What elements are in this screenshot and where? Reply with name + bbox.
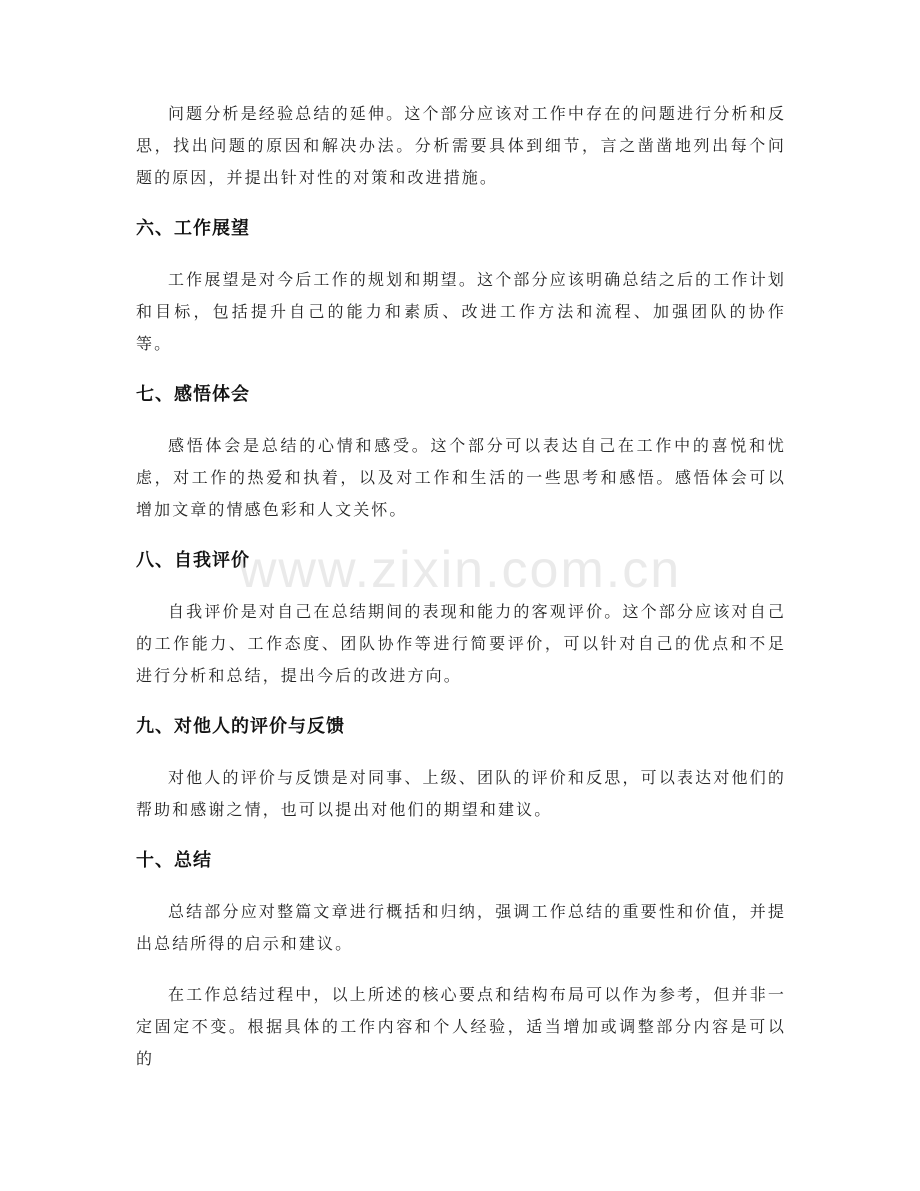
paragraph-closing: 在工作总结过程中，以上所述的核心要点和结构布局可以作为参考，但并非一定固定不变。根据具体的工作内容和个人经验，适当增加或调整部分内容是可以的 — [136, 985, 786, 1068]
paragraph-reflections: 感悟体会是总结的心情和感受。这个部分可以表达自己在工作中的喜悦和忧虑，对工作的热爱和执着，以及对工作和生活的一些思考和感悟。感悟体会可以增加文章的情感色彩和人文关怀。 — [136, 436, 786, 519]
heading-work-outlook: 六、工作展望 — [136, 218, 250, 239]
watermark: www.zixin.com.cn — [238, 541, 682, 599]
paragraph-conclusion: 总结部分应对整篇文章进行概括和归纳，强调工作总结的重要性和价值，并提出总结所得的启示和建议。 — [136, 902, 786, 953]
heading-reflections: 七、感悟体会 — [136, 384, 250, 405]
document-body — [136, 98, 786, 1094]
paragraph-work-outlook: 工作展望是对今后工作的规划和期望。这个部分应该明确总结之后的工作计划和目标，包括提升自己的能力和素质、改进工作方法和流程、加强团队的协作等。 — [136, 270, 786, 353]
heading-conclusion: 十、总结 — [136, 850, 212, 871]
paragraph-problem-analysis: 问题分析是经验总结的延伸。这个部分应该对工作中存在的问题进行分析和反思，找出问题的原因和解决办法。分析需要具体到细节，言之凿凿地列出每个问题的原因，并提出针对性的对策和改进措施。 — [136, 104, 786, 187]
heading-self-evaluation: 八、自我评价 — [136, 550, 250, 571]
heading-feedback-to-others: 九、对他人的评价与反馈 — [136, 716, 345, 737]
paragraph-self-evaluation: 自我评价是对自己在总结期间的表现和能力的客观评价。这个部分应该对自己的工作能力、工作态度、团队协作等进行简要评价，可以针对自己的优点和不足进行分析和总结，提出今后的改进方向。 — [136, 602, 786, 685]
paragraph-feedback-to-others: 对他人的评价与反馈是对同事、上级、团队的评价和反思，可以表达对他们的帮助和感谢之情，也可以提出对他们的期望和建议。 — [136, 768, 786, 819]
